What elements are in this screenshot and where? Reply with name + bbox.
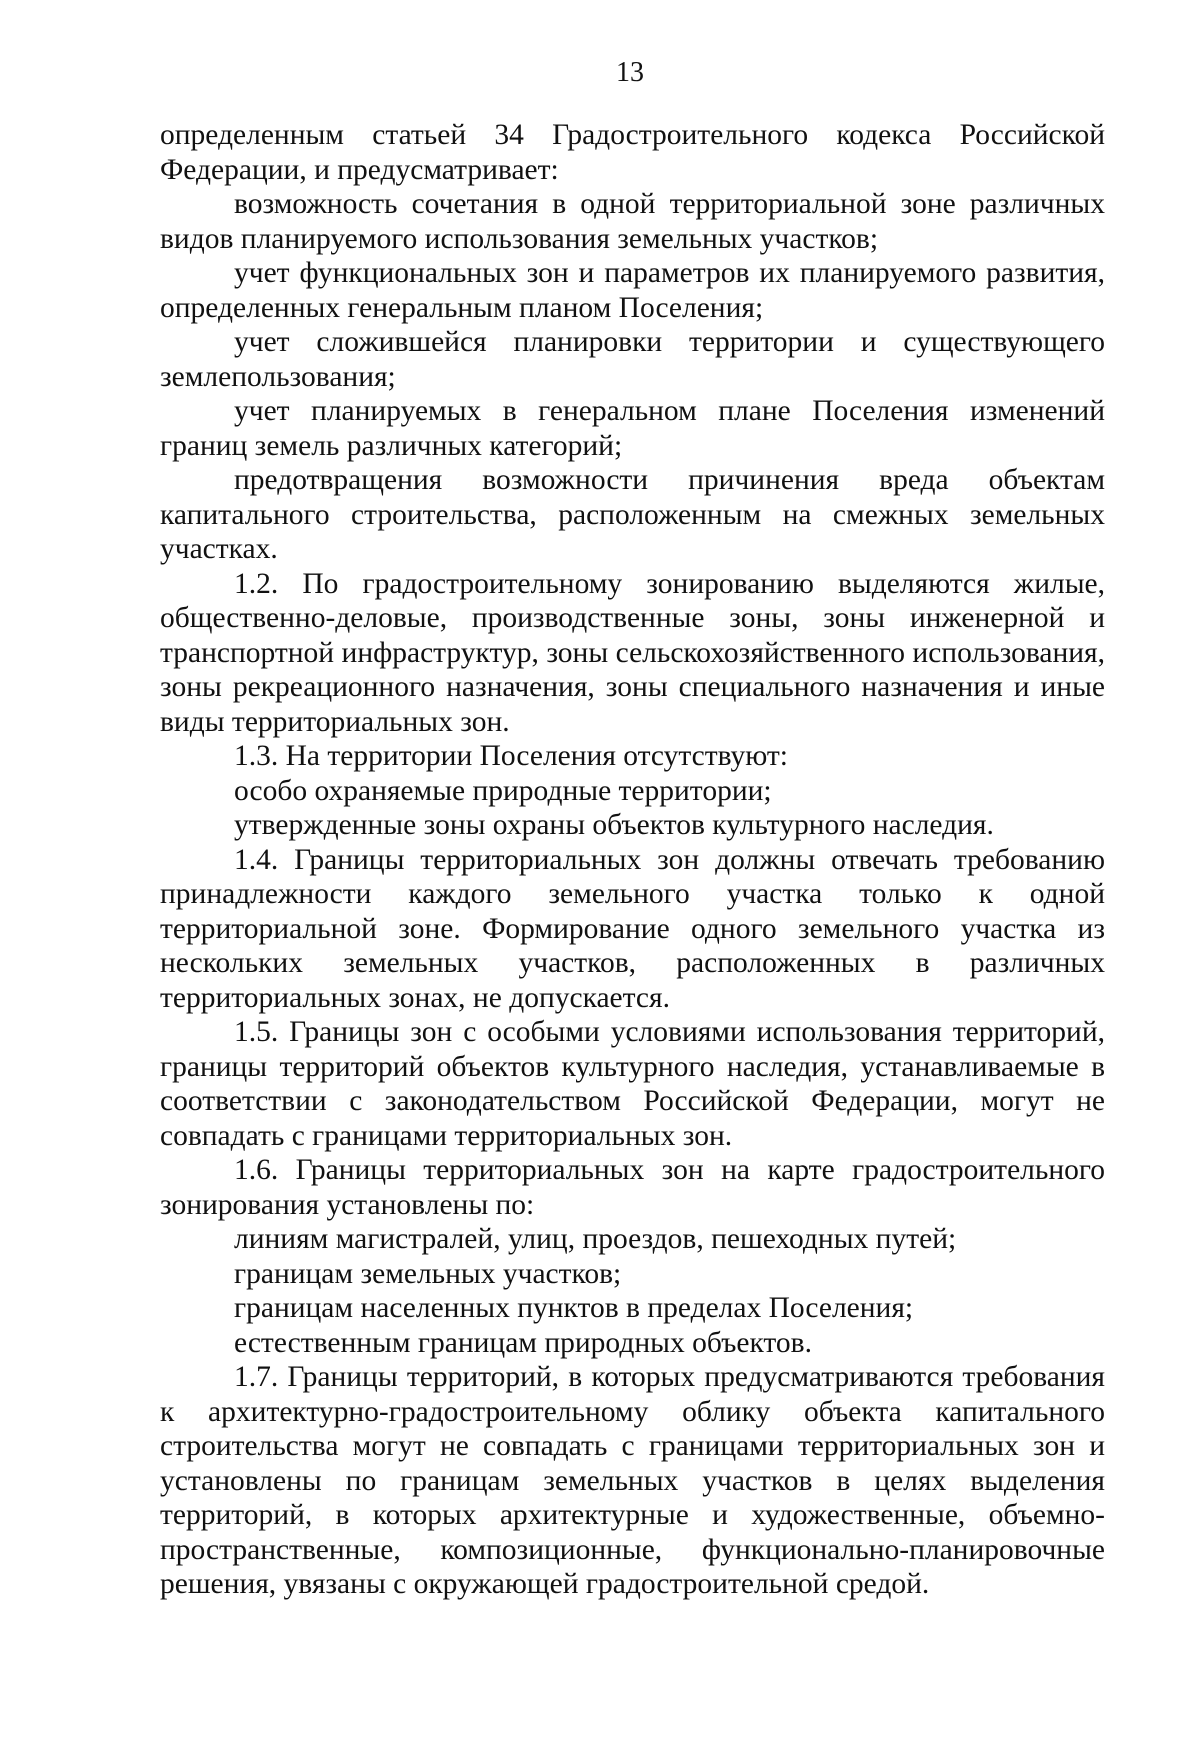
document-body [160,118,1105,1602]
paragraph-intro: определенным статьей 34 Градостроительного кодекса Российской Федерации, и предусматривает: [160,119,1105,186]
page-number: 13 [616,57,644,88]
list-item-zone-combination: возможность сочетания в одной территориальной зоне различных видов планируемого использования земельных участков; [160,188,1105,255]
clause-1-6-item-streets: линиям магистралей, улиц, проездов, пешеходных путей; [234,1223,957,1255]
list-item-existing-layout: учет сложившейся планировки территории и существующего землепользования; [160,326,1105,393]
clause-1-3-item-heritage-zones: утвержденные зоны охраны объектов культурного наследия. [234,809,994,841]
list-item-planned-changes: учет планируемых в генеральном плане Поселения изменений границ земель различных категорий; [160,395,1105,462]
clause-1-4: 1.4. Границы территориальных зон должны отвечать требованию принадлежности каждого земельного участка только к одной территориальной зоне. Формирование одного земельного участка из нескольких земельных участков, расположенных в различных территориальных зонах, не допускается. [160,843,1105,1014]
clause-1-3: 1.3. На территории Поселения отсутствуют: [234,740,789,772]
clause-1-5: 1.5. Границы зон с особыми условиями использования территорий, границы территорий объектов культурного наследия, устанавливаемые в соответствии с законодательством Российской Федерации, могут не совпадать с границами территориальных зон. [160,1016,1105,1152]
clause-1-3-item-protected-areas: особо охраняемые природные территории; [234,774,772,807]
clause-1-6-item-land-plots: границам земельных участков; [234,1257,622,1290]
clause-1-6-item-natural-borders: естественным границам природных объектов. [234,1326,812,1359]
clause-1-6: 1.6. Границы территориальных зон на карте градостроительного зонирования установлены по: [160,1154,1105,1221]
clause-1-2: 1.2. По градостроительному зонированию выделяются жилые, общественно-деловые, производственные зоны, зоны инженерной и транспортной инфраструктур, зоны сельскохозяйственного использования, зоны рекреационного назначения, зоны специального назначения и иные виды территориальных зон. [160,567,1105,738]
clause-1-7: 1.7. Границы территорий, в которых предусматриваются требования к архитектурно-градостроительному облику объекта капитального строительства могут не совпадать с границами территориальных зон и установлены по границам земельных участков в целях выделения территорий, в которых архитектурные и художественные, объемно-пространственные, композиционные, функционально-планировочные решения, увязаны с окружающей градостроительной средой. [160,1361,1105,1600]
clause-1-6-item-settlements: границам населенных пунктов в пределах Поселения; [234,1292,914,1324]
list-item-harm-prevention: предотвращения возможности причинения вреда объектам капитального строительства, расположенным на смежных земельных участках. [160,464,1105,565]
list-item-functional-zones: учет функциональных зон и параметров их планируемого развития, определенных генеральным планом Поселения; [160,257,1105,324]
